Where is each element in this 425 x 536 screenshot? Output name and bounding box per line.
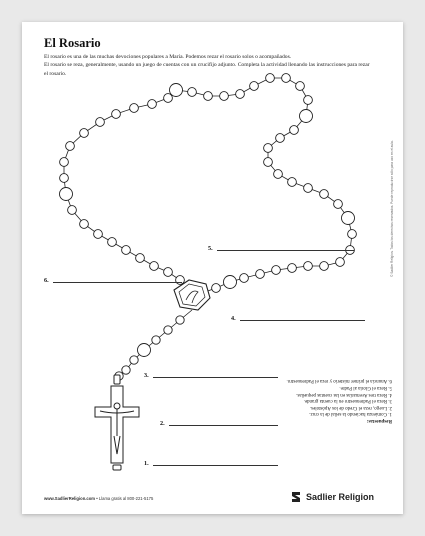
answer-line-4[interactable] — [231, 314, 365, 322]
answer-number: 6. — [44, 277, 49, 284]
answer-key-line: 4. Reza tres Avemarías en las cuentas pequeñas. — [296, 391, 392, 397]
brand-logo — [290, 490, 374, 504]
small-bead — [130, 104, 139, 113]
small-bead — [66, 142, 75, 151]
sadlier-logo-icon — [290, 491, 302, 503]
small-bead — [348, 230, 357, 239]
footer-contact — [44, 496, 153, 501]
small-bead — [236, 90, 245, 99]
footer-phone: Llama gratis al 800-221-5175 — [98, 496, 154, 501]
worksheet-page — [22, 22, 403, 514]
small-bead — [80, 220, 89, 229]
answer-key-heading: Respuestas: — [366, 418, 392, 424]
answer-key-line: 3. Reza el Padrenuestro en la cuenta grande. — [303, 398, 392, 404]
answer-number: 1. — [144, 460, 149, 467]
footer-separator: • — [96, 496, 98, 501]
small-bead — [304, 96, 313, 105]
small-bead — [288, 178, 297, 187]
small-bead — [304, 184, 313, 193]
small-bead — [136, 254, 145, 263]
small-bead — [204, 92, 213, 101]
small-bead — [334, 200, 343, 209]
copyright-side-note: © Sadlier Religion. Todos los derechos reservados. Puede reproducirse sólo para uso en el aula. — [390, 140, 394, 277]
small-bead — [336, 258, 345, 267]
small-bead — [276, 134, 285, 143]
small-bead — [68, 206, 77, 215]
small-bead — [152, 336, 160, 344]
answer-line-6[interactable] — [44, 276, 182, 284]
large-bead — [224, 276, 237, 289]
brand-name: Sadlier Religion — [306, 492, 375, 502]
small-bead — [256, 270, 265, 279]
answer-line-2[interactable] — [160, 419, 278, 427]
crucifix-icon — [95, 375, 139, 470]
large-bead — [138, 344, 151, 357]
small-bead — [188, 88, 197, 97]
small-bead — [250, 82, 259, 91]
answer-key-line: 1. Comienza haciendo la señal de la cruz. — [309, 411, 392, 417]
answer-key-line: 5. Reza el Gloria al Padre. — [339, 385, 392, 391]
small-bead — [108, 238, 117, 247]
small-bead — [176, 316, 184, 324]
small-bead — [282, 74, 291, 83]
small-bead — [148, 100, 157, 109]
intro-paragraph-2: El rosario se reza, generalmente, usando un juego de cuentas con un crucifijo adjunto. Completa la actividad llenando las instrucciones para rezar el rosario. — [44, 62, 370, 77]
small-bead — [264, 158, 273, 167]
small-bead — [94, 230, 103, 239]
answer-line-1[interactable] — [144, 459, 278, 467]
small-bead — [164, 326, 172, 334]
large-bead — [300, 110, 313, 123]
small-bead — [320, 190, 329, 199]
small-bead — [264, 144, 273, 153]
small-bead — [164, 94, 173, 103]
small-bead — [220, 92, 229, 101]
answer-key-line: 2. Luego, reza el Credo de los Apóstoles. — [309, 404, 392, 410]
small-bead — [304, 262, 313, 271]
small-bead — [266, 74, 275, 83]
small-bead — [212, 284, 221, 293]
small-bead — [150, 262, 159, 271]
footer-website[interactable]: www.SadlierReligion.com — [44, 496, 96, 501]
small-bead — [272, 266, 281, 275]
small-bead — [130, 356, 138, 364]
answer-number: 2. — [160, 420, 165, 427]
small-bead — [122, 366, 130, 374]
large-bead — [342, 212, 355, 225]
small-bead — [60, 174, 69, 183]
answer-key-line: 6. Anuncia el primer misterio y reza el Padrenuestro. — [286, 378, 392, 384]
answer-line-3[interactable] — [144, 371, 278, 379]
large-bead — [170, 84, 183, 97]
answer-number: 3. — [144, 372, 149, 379]
answer-number: 4. — [231, 315, 236, 322]
intro-paragraph-1: El rosario es una de las muchas devociones populares a María. Podemos rezar el rosario solos o acompañados. — [44, 54, 292, 60]
answer-line-5[interactable] — [208, 244, 354, 252]
small-bead — [274, 170, 283, 179]
rosary-illustration — [22, 22, 403, 514]
small-bead — [112, 110, 121, 119]
small-bead — [320, 262, 329, 271]
small-bead — [290, 126, 299, 135]
large-bead — [60, 188, 73, 201]
small-bead — [288, 264, 297, 273]
page-title: El Rosario — [44, 36, 101, 50]
small-bead — [296, 82, 305, 91]
answer-key-upside-down — [282, 377, 392, 423]
small-bead — [96, 118, 105, 127]
small-bead — [122, 246, 131, 255]
answer-number: 5. — [208, 245, 213, 252]
small-bead — [60, 158, 69, 167]
small-bead — [240, 274, 249, 283]
small-bead — [80, 129, 89, 138]
